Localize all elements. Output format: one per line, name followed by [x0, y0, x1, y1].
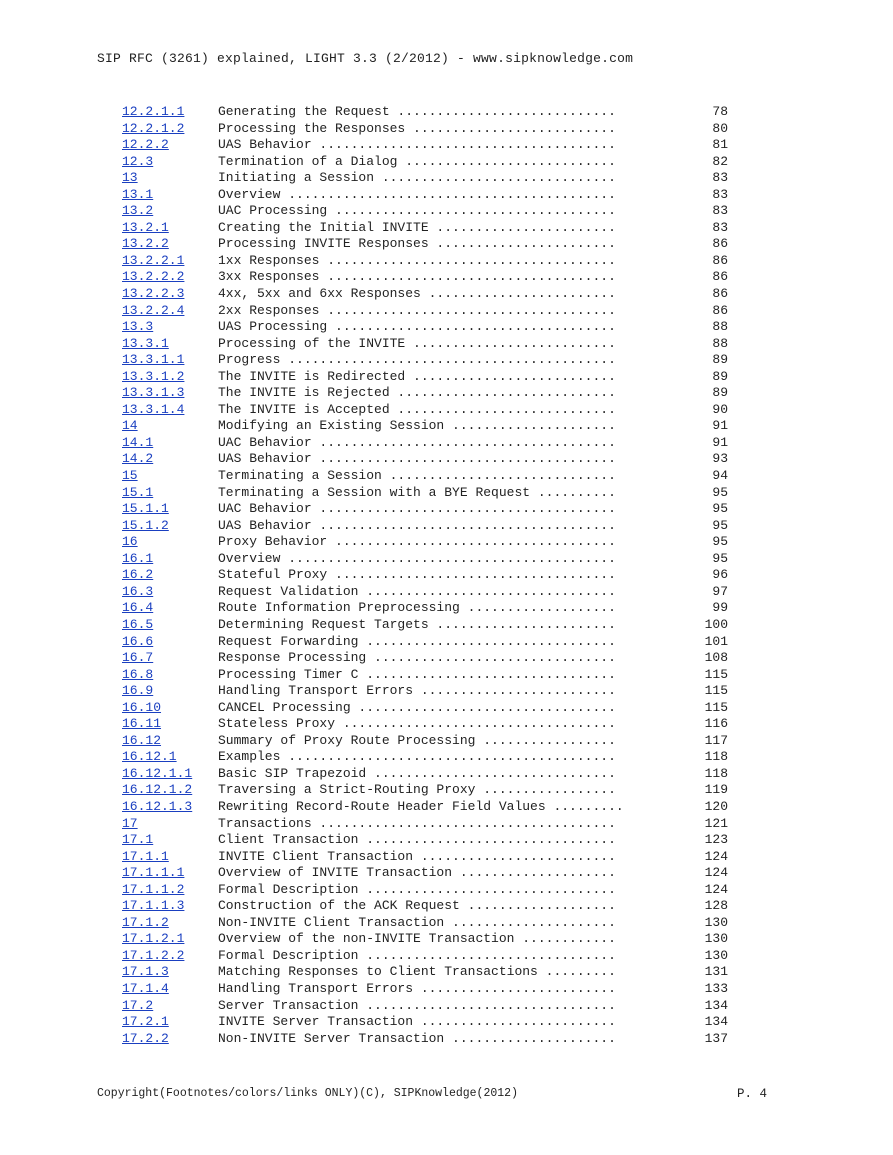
toc-row [122, 187, 728, 204]
toc-page-number: 91 [712, 418, 728, 434]
toc-page-number: 96 [712, 567, 728, 583]
toc-entry-title: UAS Behavior ...................................... [218, 517, 616, 533]
toc-entry-title: The INVITE is Rejected ............................ [218, 385, 616, 401]
toc-section-link[interactable]: 13.2.2 [122, 236, 169, 252]
toc-section-link[interactable]: 16.6 [122, 633, 154, 649]
toc-entry-title: Stateful Proxy .................................... [218, 567, 616, 583]
toc-entry-title: Processing of the INVITE .......................... [218, 335, 616, 351]
toc-page-number: 83 [712, 203, 728, 219]
toc-row [122, 485, 728, 502]
page-header: SIP RFC (3261) explained, LIGHT 3.3 (2/2012) - www.sipknowledge.com [97, 51, 634, 66]
toc-page-number: 115 [704, 699, 728, 715]
toc-section-link[interactable]: 16.9 [122, 683, 154, 699]
toc-entry-title: Modifying an Existing Session ..................... [218, 418, 616, 434]
toc-row [122, 733, 728, 750]
toc-entry-title: Terminating a Session ............................. [218, 468, 616, 484]
toc-section-link[interactable]: 16.3 [122, 583, 154, 599]
toc-row [122, 352, 728, 369]
toc-page-number: 95 [712, 517, 728, 533]
toc-row [122, 749, 728, 766]
toc-entry-title: Creating the Initial INVITE ....................... [218, 219, 616, 235]
toc-row [122, 683, 728, 700]
copyright-notice: Copyright(Footnotes/colors/links ONLY)(C), SIPKnowledge(2012) [97, 1087, 518, 1100]
toc-page-number: 124 [704, 881, 728, 897]
toc-entry-title: Initiating a Session .............................. [218, 170, 616, 186]
toc-section-link[interactable]: 12.2.1.2 [122, 120, 185, 136]
toc-entry-title: Transactions ...................................... [218, 815, 616, 831]
toc-page-number: 115 [704, 666, 728, 682]
toc-row [122, 154, 728, 171]
toc-row [122, 948, 728, 965]
toc-page-number: 95 [712, 550, 728, 566]
toc-page-number: 80 [712, 120, 728, 136]
toc-page-number: 95 [712, 501, 728, 517]
toc-entry-title: Formal Description ................................ [218, 881, 616, 897]
toc-page-number: 88 [712, 335, 728, 351]
toc-page-number: 115 [704, 683, 728, 699]
toc-page-number: 134 [704, 1014, 728, 1030]
toc-row [122, 898, 728, 915]
toc-section-link[interactable]: 12.2.1.1 [122, 104, 185, 119]
toc-page-number: 119 [704, 782, 728, 798]
toc-entry-title: Examples .......................................... [218, 749, 616, 765]
toc-section-link[interactable]: 13.2.1 [122, 219, 169, 235]
toc-entry-title: Request Forwarding ................................ [218, 633, 616, 649]
toc-row [122, 915, 728, 932]
toc-row [122, 402, 728, 419]
toc-page-number: 118 [704, 749, 728, 765]
toc-section-link[interactable]: 16.11 [122, 716, 162, 732]
toc-entry-title: Matching Responses to Client Transactions ......... [218, 964, 616, 980]
toc-entry-title: Non-INVITE Server Transaction ..................... [218, 1030, 616, 1046]
toc-page-number: 116 [704, 716, 728, 732]
toc-page-number: 86 [712, 252, 728, 268]
toc-page-number: 117 [704, 732, 728, 748]
toc-page-number: 130 [704, 931, 728, 947]
toc-entry-title: Processing INVITE Responses ....................... [218, 236, 616, 252]
toc-section-link[interactable]: 15.1.1 [122, 501, 169, 517]
toc-row [122, 964, 728, 981]
toc-section-link[interactable]: 13.1 [122, 186, 154, 202]
toc-row [122, 1014, 728, 1031]
toc-entry-title: Summary of Proxy Route Processing ................. [218, 732, 616, 748]
toc-section-link[interactable]: 13.3.1.3 [122, 385, 185, 401]
toc-row [122, 716, 728, 733]
toc-entry-title: Handling Transport Errors ......................... [218, 683, 616, 699]
toc-row [122, 418, 728, 435]
toc-section-link[interactable]: 13.3.1.4 [122, 401, 185, 417]
toc-entry-title: Overview .......................................... [218, 550, 616, 566]
toc-entry-title: Basic SIP Trapezoid ............................... [218, 765, 616, 781]
toc-section-link[interactable]: 15.1 [122, 484, 154, 500]
toc-section-link[interactable]: 16.12.1.3 [122, 798, 193, 814]
toc-section-link[interactable]: 17 [122, 815, 138, 831]
toc-entry-title: Termination of a Dialog ........................... [218, 153, 616, 169]
toc-row [122, 667, 728, 684]
toc-section-link[interactable]: 17.1.1.2 [122, 881, 185, 897]
toc-entry-title: Stateless Proxy ................................... [218, 716, 616, 732]
toc-entry-title: 1xx Responses ..................................... [218, 252, 616, 268]
toc-row [122, 766, 728, 783]
toc-section-link[interactable]: 17.1.1.1 [122, 865, 185, 881]
toc-section-link[interactable]: 13.3 [122, 319, 154, 335]
table-of-contents [122, 104, 728, 1047]
toc-page-number: 118 [704, 765, 728, 781]
toc-page-number: 128 [704, 898, 728, 914]
toc-section-link[interactable]: 17.1.2.2 [122, 947, 185, 963]
toc-entry-title: 3xx Responses ..................................... [218, 269, 616, 285]
toc-entry-title: Proxy Behavior .................................... [218, 534, 616, 550]
toc-entry-title: Rewriting Record-Route Header Field Values ......... [218, 798, 624, 814]
toc-page-number: 130 [704, 947, 728, 963]
toc-page-number: 95 [712, 484, 728, 500]
toc-section-link[interactable]: 16 [122, 534, 138, 550]
toc-page-number: 100 [704, 616, 728, 632]
toc-entry-title: UAS Behavior ...................................... [218, 451, 616, 467]
toc-row [122, 286, 728, 303]
toc-page-number: 123 [704, 832, 728, 848]
toc-section-link[interactable]: 13.3.1.2 [122, 368, 185, 384]
toc-page-number: 131 [704, 964, 728, 980]
toc-row [122, 931, 728, 948]
toc-entry-title: Processing Timer C ................................ [218, 666, 616, 682]
toc-entry-title: Overview of the non-INVITE Transaction ............ [218, 931, 616, 947]
toc-page-number: 97 [712, 583, 728, 599]
toc-section-link[interactable]: 13.3.1 [122, 335, 169, 351]
toc-page-number: 89 [712, 385, 728, 401]
toc-section-link[interactable]: 17.1.2 [122, 914, 169, 930]
toc-page-number: 137 [704, 1030, 728, 1046]
toc-row [122, 634, 728, 651]
toc-row [122, 567, 728, 584]
toc-row [122, 220, 728, 237]
toc-page-number: 86 [712, 236, 728, 252]
toc-entry-title: UAC Behavior ...................................... [218, 501, 616, 517]
toc-section-link[interactable]: 17.2.1 [122, 1014, 169, 1030]
toc-row [122, 617, 728, 634]
toc-row [122, 650, 728, 667]
toc-row [122, 435, 728, 452]
toc-page-number: 101 [704, 633, 728, 649]
toc-row [122, 253, 728, 270]
toc-entry-title: Terminating a Session with a BYE Request .......... [218, 484, 616, 500]
toc-section-link[interactable]: 13.2 [122, 203, 154, 219]
toc-section-link[interactable]: 17.1.4 [122, 980, 169, 996]
toc-row [122, 203, 728, 220]
toc-page-number: 90 [712, 401, 728, 417]
toc-row [122, 104, 728, 121]
toc-page-number: 133 [704, 980, 728, 996]
toc-row [122, 137, 728, 154]
toc-page-number: 91 [712, 434, 728, 450]
toc-row [122, 369, 728, 386]
toc-section-link[interactable]: 16.1 [122, 550, 154, 566]
toc-section-link[interactable]: 16.12 [122, 732, 162, 748]
toc-entry-title: Handling Transport Errors ......................... [218, 980, 616, 996]
toc-row [122, 882, 728, 899]
toc-row [122, 799, 728, 816]
toc-page-number: 130 [704, 914, 728, 930]
toc-entry-title: UAC Behavior ...................................... [218, 434, 616, 450]
toc-section-link[interactable]: 17.1 [122, 832, 154, 848]
toc-page-number: 83 [712, 219, 728, 235]
toc-row [122, 534, 728, 551]
toc-entry-title: Non-INVITE Client Transaction ..................... [218, 914, 616, 930]
toc-row [122, 170, 728, 187]
toc-section-link[interactable]: 14.1 [122, 434, 154, 450]
toc-row [122, 303, 728, 320]
toc-section-link[interactable]: 16.10 [122, 699, 162, 715]
toc-section-link[interactable]: 16.12.1.2 [122, 782, 193, 798]
toc-page-number: 124 [704, 865, 728, 881]
toc-entry-title: The INVITE is Accepted ............................ [218, 401, 616, 417]
toc-row [122, 600, 728, 617]
toc-entry-title: Determining Request Targets ....................... [218, 616, 616, 632]
toc-section-link[interactable]: 13.2.2.1 [122, 252, 185, 268]
toc-page-number: 83 [712, 170, 728, 186]
toc-section-link[interactable]: 17.1.3 [122, 964, 169, 980]
toc-section-link[interactable]: 13.2.2.4 [122, 302, 185, 318]
toc-section-link[interactable]: 13.2.2.2 [122, 269, 185, 285]
toc-section-link[interactable]: 13.2.2.3 [122, 286, 185, 302]
toc-entry-title: Processing the Responses .......................... [218, 120, 616, 136]
toc-section-link[interactable]: 16.12.1.1 [122, 765, 193, 781]
toc-row [122, 451, 728, 468]
toc-page-number: 89 [712, 352, 728, 368]
toc-section-link[interactable]: 16.5 [122, 616, 154, 632]
toc-row [122, 849, 728, 866]
toc-page-number: 120 [704, 798, 728, 814]
toc-page-number: 124 [704, 848, 728, 864]
toc-section-link[interactable]: 17.2.2 [122, 1030, 169, 1046]
toc-entry-title: UAS Behavior ...................................... [218, 137, 616, 153]
toc-section-link[interactable]: 17.1.1.3 [122, 898, 185, 914]
toc-row [122, 501, 728, 518]
toc-row [122, 998, 728, 1015]
toc-row [122, 236, 728, 253]
toc-entry-title: INVITE Server Transaction ......................... [218, 1014, 616, 1030]
toc-section-link[interactable]: 12.3 [122, 153, 154, 169]
toc-page-number: 121 [704, 815, 728, 831]
toc-section-link[interactable]: 17.1.1 [122, 848, 169, 864]
toc-entry-title: Server Transaction ................................ [218, 997, 616, 1013]
toc-section-link[interactable]: 13.3.1.1 [122, 352, 185, 368]
toc-entry-title: 4xx, 5xx and 6xx Responses ........................ [218, 286, 616, 302]
toc-entry-title: Response Processing ............................... [218, 650, 616, 666]
toc-section-link[interactable]: 13 [122, 170, 138, 186]
toc-row [122, 1031, 728, 1048]
toc-page-number: 83 [712, 186, 728, 202]
toc-row [122, 865, 728, 882]
toc-row [122, 782, 728, 799]
toc-row [122, 319, 728, 336]
toc-page-number: 88 [712, 319, 728, 335]
toc-row [122, 981, 728, 998]
toc-row [122, 468, 728, 485]
toc-entry-title: Traversing a Strict-Routing Proxy ................. [218, 782, 616, 798]
toc-entry-title: UAC Processing .................................... [218, 203, 616, 219]
toc-entry-title: CANCEL Processing ................................. [218, 699, 616, 715]
toc-entry-title: INVITE Client Transaction ......................... [218, 848, 616, 864]
toc-entry-title: Overview .......................................... [218, 186, 616, 202]
toc-entry-title: Progress .......................................... [218, 352, 616, 368]
toc-entry-title: Overview of INVITE Transaction .................... [218, 865, 616, 881]
toc-section-link[interactable]: 17.1.2.1 [122, 931, 185, 947]
toc-page-number: 86 [712, 302, 728, 318]
toc-row [122, 121, 728, 138]
toc-entry-title: Construction of the ACK Request ................... [218, 898, 616, 914]
toc-page-number: 78 [712, 104, 728, 119]
toc-section-link[interactable]: 16.8 [122, 666, 154, 682]
toc-section-link[interactable]: 17.2 [122, 997, 154, 1013]
toc-section-link[interactable]: 14.2 [122, 451, 154, 467]
toc-page-number: 82 [712, 153, 728, 169]
toc-page-number: 86 [712, 286, 728, 302]
page-number: P. 4 [736, 1087, 767, 1101]
toc-row [122, 832, 728, 849]
toc-section-link[interactable]: 16.2 [122, 567, 154, 583]
toc-row [122, 816, 728, 833]
toc-entry-title: Request Validation ................................ [218, 583, 616, 599]
toc-row [122, 518, 728, 535]
toc-page-number: 134 [704, 997, 728, 1013]
toc-page-number: 89 [712, 368, 728, 384]
toc-entry-title: UAS Processing .................................... [218, 319, 616, 335]
toc-page-number: 94 [712, 468, 728, 484]
toc-section-link[interactable]: 12.2.2 [122, 137, 169, 153]
toc-section-link[interactable]: 14 [122, 418, 138, 434]
toc-row [122, 385, 728, 402]
toc-row [122, 551, 728, 568]
toc-section-link[interactable]: 16.7 [122, 650, 154, 666]
toc-section-link[interactable]: 15.1.2 [122, 517, 169, 533]
toc-section-link[interactable]: 15 [122, 468, 138, 484]
toc-page-number: 81 [712, 137, 728, 153]
toc-row [122, 584, 728, 601]
toc-page-number: 93 [712, 451, 728, 467]
toc-entry-title: Formal Description ................................ [218, 947, 616, 963]
toc-page-number: 86 [712, 269, 728, 285]
toc-row [122, 269, 728, 286]
toc-entry-title: The INVITE is Redirected .......................... [218, 368, 616, 384]
toc-row [122, 336, 728, 353]
toc-entry-title: Client Transaction ................................ [218, 832, 616, 848]
toc-entry-title: Route Information Preprocessing ................... [218, 600, 616, 616]
toc-section-link[interactable]: 16.12.1 [122, 749, 177, 765]
toc-entry-title: Generating the Request ............................ [218, 104, 616, 119]
toc-page-number: 99 [712, 600, 728, 616]
toc-row [122, 700, 728, 717]
toc-entry-title: 2xx Responses ..................................... [218, 302, 616, 318]
toc-page-number: 108 [704, 650, 728, 666]
toc-section-link[interactable]: 16.4 [122, 600, 154, 616]
toc-page-number: 95 [712, 534, 728, 550]
